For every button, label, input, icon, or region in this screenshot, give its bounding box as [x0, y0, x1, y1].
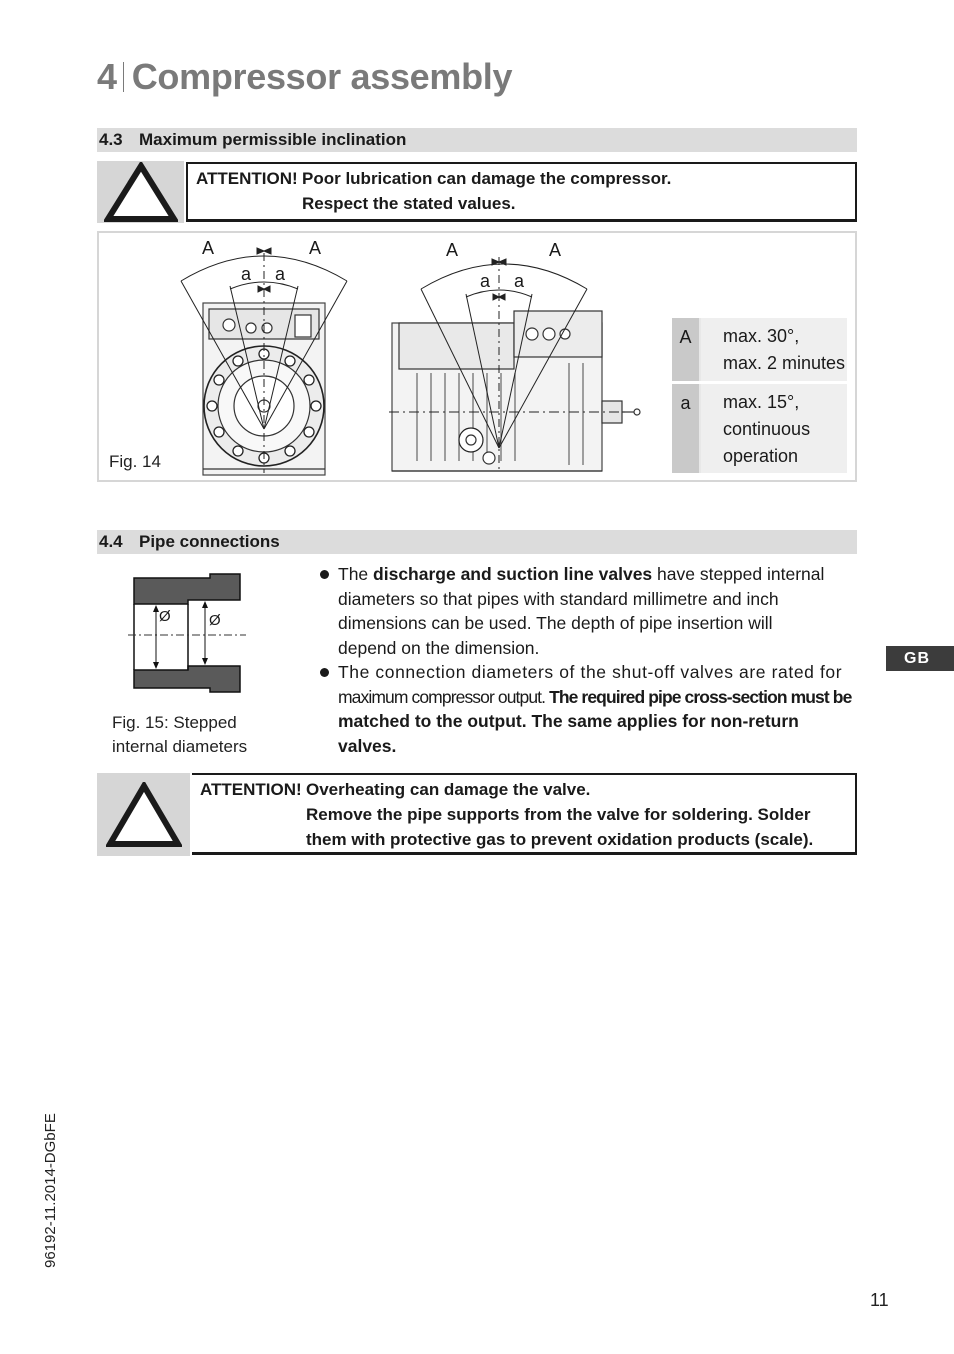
bold-text: matched to the output. The same applies for non-return valves.	[338, 711, 799, 756]
section-number: 4.3	[99, 130, 123, 149]
text: have stepped internal	[652, 564, 825, 584]
text: diameters so that pipes with standard millimetre and inch	[338, 588, 779, 609]
value-line: operation	[723, 446, 799, 466]
diameter-symbol: Ø	[159, 608, 171, 625]
warning-triangle-icon	[106, 782, 182, 848]
section-heading-4-4	[97, 530, 857, 554]
table-row	[672, 318, 847, 381]
page-number: 11	[870, 1290, 889, 1310]
text: depend on the dimension.	[338, 637, 540, 658]
chapter-number: 4	[97, 56, 117, 97]
text: The	[338, 564, 374, 584]
angle-label-A: A	[309, 238, 322, 258]
pipe-connection-notes	[320, 562, 857, 758]
figure-14-caption: Fig. 14	[109, 452, 161, 471]
angle-label-a: a	[275, 264, 286, 284]
attention-line-3: them with protective gas to prevent oxidation products (scale).	[306, 830, 814, 849]
caption-line: Fig. 15: Stepped	[112, 713, 237, 732]
diameter-symbol: Ø	[209, 612, 221, 629]
angle-label-A: A	[549, 240, 562, 260]
section-title: Maximum permissible inclination	[139, 130, 407, 149]
attention-label: ATTENTION!	[200, 780, 302, 799]
attention-line-1: Overheating can damage the valve.	[306, 780, 591, 799]
value-line: max. 15°,	[723, 392, 800, 412]
text: dimensions can be used. The depth of pipe insertion will	[338, 613, 773, 633]
angle-label-a: a	[241, 264, 252, 284]
attention-line-2: Remove the pipe supports from the valve for soldering. Solder	[306, 805, 811, 824]
language-tab-gb: GB	[886, 646, 954, 671]
attention-box-overheating	[192, 773, 857, 855]
text: The connection diameters of the shut-off valves are rated for	[338, 662, 843, 682]
chapter-name: Compressor assembly	[131, 56, 513, 97]
bold-text: discharge and suction line valves	[373, 564, 653, 584]
attention-line-1: Poor lubrication can damage the compressor.	[302, 169, 672, 188]
table-value	[701, 318, 847, 381]
inclination-limits-table	[672, 318, 847, 473]
value-line: max. 30°,	[723, 326, 800, 346]
table-key: A	[672, 318, 699, 381]
value-line: continuous	[723, 419, 811, 439]
angle-label-A: A	[446, 240, 459, 260]
document-id: 96192-11.2014-DGbFE	[42, 1113, 59, 1268]
chapter-title	[97, 56, 512, 102]
angle-label-A: A	[202, 238, 215, 258]
text: maximum compressor output.	[338, 686, 550, 707]
list-item	[320, 562, 857, 660]
bold-text: The required pipe cross-section must be	[549, 686, 852, 707]
warning-icon-box	[97, 161, 184, 223]
section-number: 4.4	[99, 532, 123, 551]
title-separator	[123, 62, 124, 92]
section-heading-4-3	[97, 128, 857, 152]
section-title: Pipe connections	[139, 532, 280, 551]
angle-label-a: a	[514, 271, 525, 291]
warning-triangle-icon	[104, 162, 178, 222]
attention-box-lubrication	[186, 162, 857, 222]
value-line: max. 2 minutes	[723, 353, 846, 373]
attention-label: ATTENTION!	[196, 169, 298, 188]
attention-line-2: Respect the stated values.	[302, 194, 516, 213]
table-row	[672, 384, 847, 473]
caption-line: internal diameters	[112, 737, 248, 756]
figure-15-caption	[112, 711, 247, 759]
list-item	[320, 660, 857, 758]
warning-icon-box	[97, 773, 190, 856]
stepped-pipe-diagram	[128, 572, 246, 696]
table-value	[701, 384, 847, 473]
angle-label-a: a	[480, 271, 491, 291]
table-key: a	[672, 384, 699, 473]
